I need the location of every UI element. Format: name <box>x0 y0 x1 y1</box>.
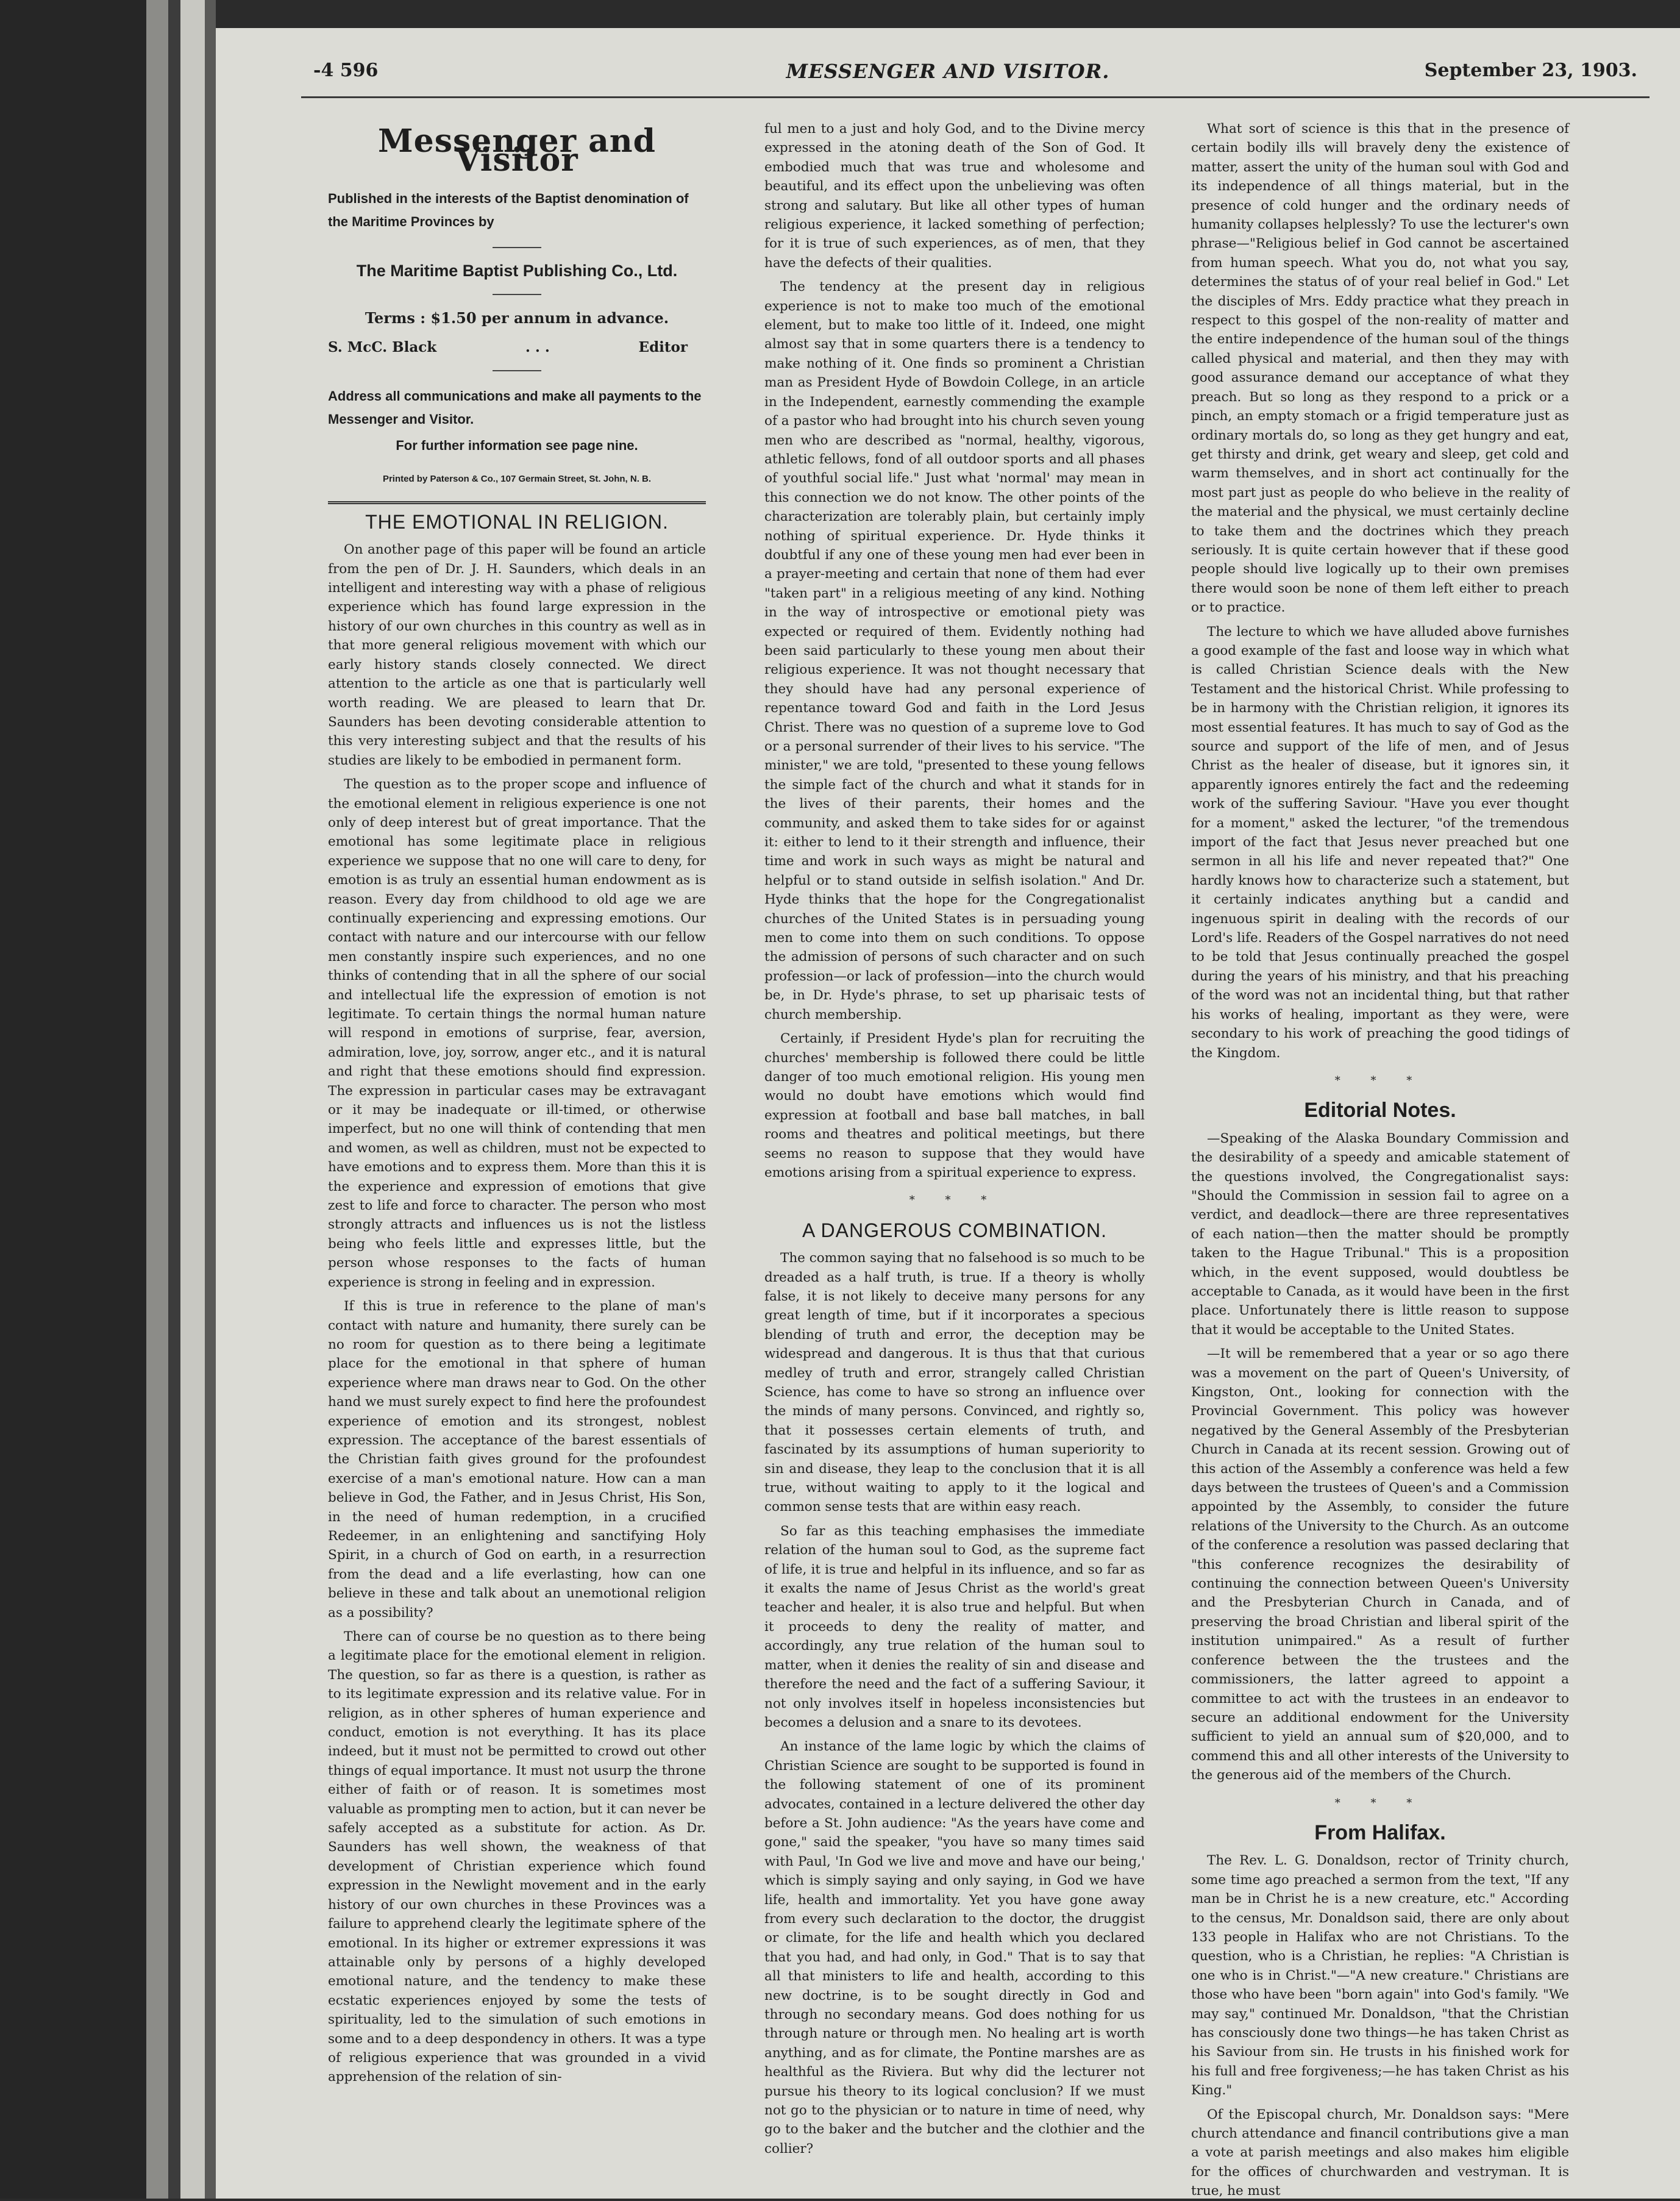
divider <box>493 247 541 248</box>
article-paragraph: The tendency at the present day in religious experience is not to make too much of the emotional element, but to make too little of it. Indeed, one might almost say that in some quarters there is a tendency to make nothing of it. One finds so prominent a Christian man as President Hyde of Bowdoin College, in an article in the Independent, earnestly commending the example of a pastor who had brought into his church seven young men who are described as "normal, healthy, vigorous, athletic fellows, fond of all outdoor sports and all phases of youthful social life." Just what 'normal' may mean in this connection we do not know. The other points of the characterization are tolerably plain, but certainly imply nothing of spiritual experience. Dr. Hyde thinks it doubtful if any one of these young men had ever been in a prayer-meeting and certain that none of them had ever "taken part" in a religious meeting of any kind. Nothing in the way of introspective or emotional piety was expected or required of them. Evidently nothing had been said particularly to these young men about their religious experience. It was not thought necessary that they should have had any personal experience of repentance toward God and faith in the Lord Jesus Christ. There was no question of a supreme love to God or a personal surrender of their lives to his service. "The minister," we are told, "presented to these young fellows the simple fact of the church and what it stands for in the lives of their parents, their homes and the community, and asked them to take sides for or against it: either to lend to it their strength and influence, their time and work in such ways as might be natural and helpful or to stand outside in selfish isolation." And Dr. Hyde thinks that the hope for the Congregationalist churches of the United States is in persuading young men to come into them on such conditions. To oppose the admission of persons of such character and on such profession—or lack of profession—into the church would be, in Dr. Hyde's phrase, to set up pharisaic tests of church membership. <box>764 279 1145 1022</box>
article-paragraph: Certainly, if President Hyde's plan for recruiting the churches' membership is followed there could be little danger of too much emotional religion. His young men would no doubt have emotions which would find expression at football and base ball matches, in ball rooms and theatres and political meetings, but there seems no reason to suppose that they would have emotions arising from a spiritual experience to express. <box>764 1031 1145 1180</box>
address-notice: Address all communications and make all payments to the Messenger and Visitor. <box>328 388 702 427</box>
article-paragraph: An instance of the lame logic by which the claims of Christian Science are sought to be supported is found in the following statement of one of its prominent advocates, contained in a lecture delivered the other day before a St. John audience: "As the years have come and gone," said the speaker, "you have so many times said with Paul, 'In God we live and move and have our being,' which is simply saying and only saying, in God we have life, health and immortality. Yet you have gone away from every such declaration to the doctor, the druggist or climate, for the life and health which you declared that you had, and had only, in God." That is to say that all that ministers to life and health, according to this new doctrine, is to be sought directly in God and through no secondary means. God does nothing for us through nature or through men. No healing art is worth anything, and as for climate, the Pontine marshes are as healthful as the Riviera. But why did the lecturer not pursue his theory to its logical conclusion? If we must not go to the physician or to nature in time of need, why go to the baker and the butcher and the clothier and the collier? <box>764 1739 1145 2156</box>
scan-border-left <box>0 0 146 2199</box>
editor-name: S. McC. Black <box>328 338 437 355</box>
divider <box>493 370 541 371</box>
section-title: From Halifax. <box>1314 1821 1446 1844</box>
column-2 <box>764 120 1145 2180</box>
separator-stars: * * * <box>1334 1796 1426 1810</box>
page-edge <box>205 0 216 2199</box>
article-paragraph: The question as to the proper scope and influence of the emotional element in religious experience is one not only of deep interest but of great importance. That the emotional has some legitimate place in religious experience we suppose that no one will care to deny, for emotion is as truly an essential human endowment as is reason. Every day from childhood to old age we are continually experiencing and expressing emotions. Our contact with nature and our intercourse with our fellow men constantly inspire such experiences, and no one thinks of contending that in all the sphere of our social and intellectual life the expression of emotion is not legitimate. To certain things the normal human nature will respond in emotions of surprise, fear, aversion, admiration, love, joy, sorrow, anger etc., and it is natural and right that these emotions should find expression. The expression in particular cases may be extravagant or it may be inadequate or ill-timed, or otherwise imperfect, but no one will think of contending that men and women, as well as children, must not be expected to have emotions and to express them. More than this it is the experience and expression of emotions that give zest to life and force to character. The person who most strongly attracts and influences us is not the listless being who feels little and expresses little, but the person whose responses to the facts of human experience is strong in feeling and in expression. <box>328 777 706 1290</box>
article-paragraph: What sort of science is this that in the presence of certain bodily ills will bravely deny the existence of matter, assert the unity of the human soul with God and its independence of all things material, but in the presence of cold hunger and the ordinary needs of humanity collapses helplessly? To use the lecturer's own phrase—"Religious belief in God cannot be ascertained from human speech. What you do, not what you say, determines the status of of your real belief in God." Let the disciples of Mrs. Eddy practice what they preach in respect to this gospel of the non-reality of matter and the entire independence of the human soul of the things called physical and material, and then they may with good assurance demand our acceptance of what they preach. But so long as they respond to a prick or a pinch, an empty stomach or a frigid temperature just as ordinary mortals do, so long as they get hungry and eat, get thirsty and drink, get weary and sleep, get cold and warm themselves, and in short act continually for the most part just as people do who believe in the reality of the material and the physical, we must certainly decline to take them and the doctrines which they preach seriously. It is quite certain however that if these good people should live logically up to their own premises there would soon be none of them left either to preach or to practice. <box>1191 121 1569 616</box>
page-edge <box>168 0 180 2199</box>
masthead: MESSENGER AND VISITOR. <box>786 60 1110 83</box>
article-paragraph: On another page of this paper will be found an article from the pen of Dr. J. H. Saunders, which deals in an intelligent and interesting way with a phase of religious experience which has found large expression in the history of our own churches in this country as well as in that more general religious movement with which our early history stands closely connected. We direct attention to the article as one that is particularly well worth reading. We are pleased to learn that Dr. Saunders has been devoting considerable attention to this very interesting subject and that the results of his studies are likely to be embodied in permanent form. <box>328 542 706 768</box>
header-rule <box>301 96 1650 98</box>
editor-line <box>328 338 688 357</box>
page-number: -4 596 <box>313 60 379 81</box>
publisher-statement: Published in the interests of the Baptist denomination of the Maritime Provinces by <box>328 190 689 229</box>
publisher-company: The Maritime Baptist Publishing Co., Ltd. <box>356 261 678 280</box>
article-paragraph: ful men to a just and holy God, and to the Divine mercy expressed in the atoning death of the Son of God. It embodied much that was true and wholesome and beautiful, and its effect upon the unbelieving was often strong and salutary. But like all other types of human religious experience, it lacked something of perfection; for it is true of such experiences, as of men, that they have the defects of their qualities. <box>764 121 1145 271</box>
article-paragraph: —Speaking of the Alaska Boundary Commission and the desirability of a speedy and amicable statement of the questions involved, the Congregationalist says: "Should the Commission in session fail to agree on a verdict, and deadlock—there are three representatives of each nation—then the matter should be promptly taken to the Hague Tribunal." This is a proposition which, in the event supposed, would doubtless be acceptable to Canada, as it would have been in the first place. Unfortunately there is little reason to suppose that it would be acceptable to the United States. <box>1191 1130 1569 1338</box>
article-title: A DANGEROUS COMBINATION. <box>802 1219 1107 1241</box>
further-info: For further information see page nine. <box>396 438 638 454</box>
article-paragraph: The lecture to which we have alluded above furnishes a good example of the fast and loose way in which what is called Christian Science deals with the New Testament and the historical Christ. While professing to be in harmony with the Christian religion, it ignores its most essential features. It has much to say of God as the source and support of the life of men, and of Jesus Christ as the healer of disease, but it ignores sin, it apparently ignores entirely the fact and the redeeming work of the suffering Saviour. "Have you ever thought for a moment," asked the lecturer, "of the tremendous import of the fact that Jesus never preached but one sermon in all his life and never repeated that?" One hardly knows how to characterize such a statement, but it certainly indicates anything but a candid and ingenuous spirit in dealing with the records of our Lord's life. Readers of the Gospel narratives do not need to be told that Jesus continually preached the gospel during the years of his ministry, and that his preaching of the word was not an incidental thing, but that rather his works of healing, important as they were, were secondary to his work of preaching the good tidings of the Kingdom. <box>1191 624 1569 1061</box>
nameplate-title: Messenger and Visitor <box>378 123 656 179</box>
issue-date: September 23, 1903. <box>1424 60 1637 81</box>
article-paragraph: —It will be remembered that a year or so ago there was a movement on the part of Queen's University, of Kingston, Ont., looking for connection with the Provincial Government. This policy was however negatived by the General Assembly of the Presbyterian Church in Canada at its recent session. Growing out of this action of the Assembly a conference was held a few days between the trustees of Queen's and a Commission appointed by the Assembly, to consider the future relations of the University to the Church. As an outcome of the conference a resolution was passed declaring that "this conference recognizes the desirability of continuing the connection between Queen's University and the Presbyterian Church in Canada, and of preserving the broad Christian and liberal spirit of the institution unimpaired." As a result of further conference between the the trustees and the commissioners, the latter agreed to appoint a committee to act with the trustees in an endeavor to secure an additional endowment for the University sufficient to yield an annual sum of $20,000, and to commend this and all other interests of the University to the generous aid of the members of the Church. <box>1191 1346 1569 1783</box>
page-edge <box>146 0 168 2199</box>
article-paragraph: There can of course be no question as to there being a legitimate place for the emotional element in religion. The question, so far as there is a question, is rather as to its legitimate expression and its relative value. For in religion, as in other spheres of human experience and conduct, emotion is not everything. It has its place indeed, but it must not be permitted to crowd out other things of equal importance. It must not usurp the throne either of faith or of reason. It is sometimes most valuable as prompting men to action, but it can never be safely accepted as a substitute for action. As Dr. Saunders has well shown, the weakness of that development of Christian experience which found expression in the Newlight movement and in the early history of our own churches in these Provinces was a failure to apprehend clearly the legitimate sphere of the emotional. In its higher or extremer expressions it was attainable only by persons of a highly developed emotional nature, and the tendency to make these ecstatic experiences enjoyed by some the tests of spirituality, led to the simulation of such emotions in some and to a deep despondency in others. It was a type of religious experience that was grounded in a vivid apprehension of the relation of sin- <box>328 1629 706 2085</box>
article-title: THE EMOTIONAL IN RELIGION. <box>365 510 669 533</box>
column-3 <box>1191 120 1569 2199</box>
section-title: Editorial Notes. <box>1304 1099 1456 1122</box>
divider <box>493 294 541 295</box>
separator-stars: * * * <box>1334 1074 1426 1087</box>
article-paragraph: The common saying that no falsehood is so much to be dreaded as a half truth, is true. If a theory is wholly false, it is not likely to deceive many persons for any great length of time, but if it incorporates a specious blending of truth and error, the deception may be widespread and dangerous. It is thus that that curious medley of truth and error, strangely called Christian Science, has come to have so strong an influence over the minds of many persons. Convinced, and rightly so, that it possesses certain elements of truth, and fascinated by its assumptions of human superiority to sin and disease, they leap to the conclusion that it is all true, without waiting to apply to it the logical and common sense tests that are within easy reach. <box>764 1250 1145 1515</box>
article-paragraph: If this is true in reference to the plane of man's contact with nature and humanity, there surely can be no room for question as to there being a legitimate place for the emotional in that sphere of human experience where man draws near to God. On the other hand we must surely expect to find here the profoundest experience of emotion and its strongest, noblest expression. The acceptance of the barest essentials of the Christian faith gives ground for the profoundest exercise of a man's emotional nature. How can a man believe in God, the Father, and in Jesus Christ, His Son, in the need of human redemption, in a crucified Redeemer, in an enlightening and sanctifying Holy Spirit, in a church of God on earth, in a resurrection from the dead and a life everlasting, how can one believe in these and talk about an unemotional religion as a possibility? <box>328 1299 706 1621</box>
editor-label: Editor <box>638 338 688 355</box>
section-rule <box>328 501 706 504</box>
article-paragraph: So far as this teaching emphasises the immediate relation of the human soul to God, as the supreme fact of life, it is true and helpful in its influence, and so far as it exalts the name of Jesus Christ as the world's great teacher and healer, it is also true and helpful. But when it proceeds to deny the reality of matter, and accordingly, any true relation of the human soul to matter, when it denies the reality of sin and disease and therefore the need and the fact of a suffering Saviour, it not only involves itself in hopeless inconsistencies but becomes a delusion and a snare to its devotees. <box>764 1523 1145 1730</box>
editor-dots: . . . <box>525 338 550 355</box>
page-header <box>216 60 1680 96</box>
article-paragraph: The Rev. L. G. Donaldson, rector of Trinity church, some time ago preached a sermon from the text, "If any man be in Christ he is a new creature, etc." According to the census, Mr. Donaldson said, there are only about 133 people in Halifax who are not Christians. To the question, who is a Christian, he replies: "A Christian is one who is in Christ."—"A new creature." Christians are those who have been "born again" into God's family. "We may say," continued Mr. Donaldson, "that the Christian has consciously done two things—he has taken Christ as his Saviour from sin. He trusts in his finished work for his full and free forgiveness;—he has taken Christ as his King." <box>1191 1853 1569 2099</box>
separator-stars: * * * <box>909 1194 1000 1207</box>
column-1 <box>328 120 706 2180</box>
printer-line: Printed by Paterson & Co., 107 Germain Street, St. John, N. B. <box>382 474 652 485</box>
page-edge <box>180 0 205 2199</box>
newspaper-page <box>216 28 1680 2199</box>
subscription-terms: Terms : $1.50 per annum in advance. <box>365 309 669 327</box>
article-paragraph: Of the Episcopal church, Mr. Donaldson says: "Mere church attendance and financil contributions give a man a vote at parish meetings and also makes him eligible for the offices of churchwarden and vestryman. It is true, he must <box>1191 2106 1569 2199</box>
